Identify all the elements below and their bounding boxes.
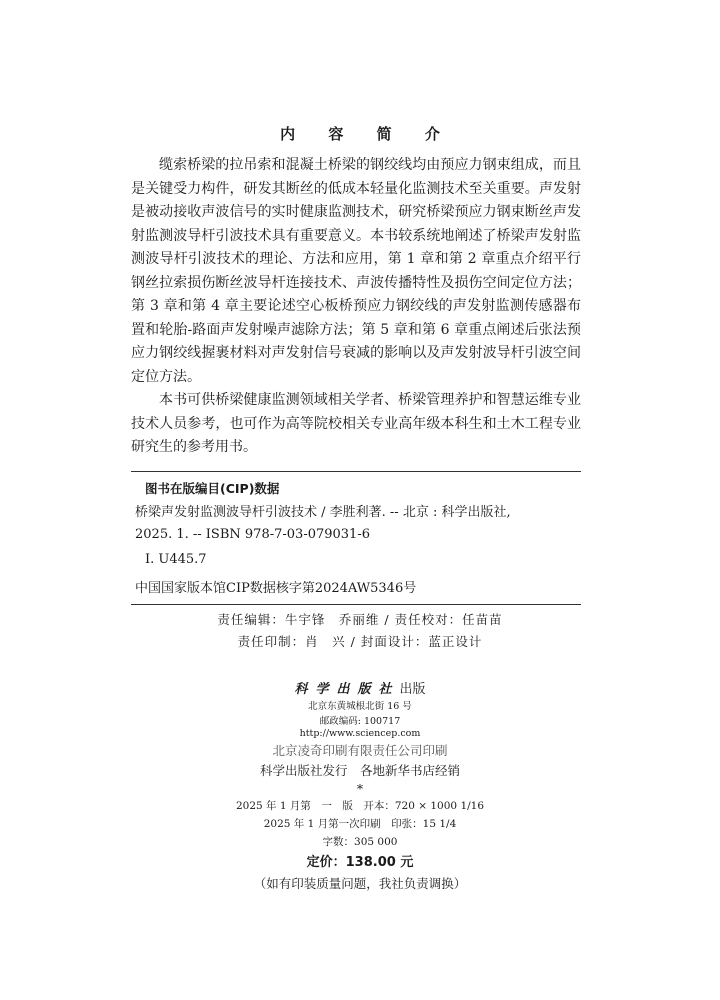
publisher-logo: 科学出版社 <box>294 682 400 697</box>
printer-line: 北京凌奇印刷有限责任公司印刷 <box>272 743 448 758</box>
quality-note: （如有印装质量问题，我社负责调换） <box>253 876 467 891</box>
summary-paragraph-2: 本书可供桥梁健康监测领域相关学者、桥梁管理养护和智慧运维专业技术人员参考，也可作为高等院校相关专业高年级本科生和土木工程专业研究生的参考用书。 <box>131 392 581 455</box>
publisher-website: http://www.sciencep.com <box>299 728 421 739</box>
editors-line-2: 责任印制：肖 兴 / 封面设计：蓝正设计 <box>237 634 483 649</box>
price: 定价：138.00 元 <box>306 855 414 870</box>
publisher-postcode: 邮政编码: 100717 <box>319 716 401 727</box>
summary-paragraph-1: 缆索桥梁的拉吊索和混凝土桥梁的钢绞线均由预应力钢束组成，而且是关键受力构件，研发其断丝的低成本轻量化监测技术至关重要。声发射是被动接收声波信号的实时健康监测技术，研究桥梁预应力钢束断丝声发射监测波导杆引波技术具有重要意义。本书较系统地阐述了桥梁声发射监测波导杆引波技术的理论、方法和应用，第 1 章和第 2 章重点介绍平行钢丝拉索损伤断丝波导杆连接技术、声波传播特性及损伤空间定位方法；第 3 章和第 4 章主要论述空心板桥预应力钢绞线的声发射监测传感器布置和轮胎-路面声发射噪声滤除方法；第 5 章和第 6 章重点阐述后张法预应力钢绞线握裹材料对声发射信号衰减的影响以及声发射波导杆引波空间定位方法。 <box>131 157 581 385</box>
separator-star: * <box>356 781 364 796</box>
publisher-suffix: 出版 <box>399 682 426 697</box>
distribution-line: 科学出版社发行 各地新华书店经销 <box>259 763 460 778</box>
cip-line-2: 2025. 1. -- ISBN 978-7-03-079031-6 <box>135 527 370 542</box>
summary-body <box>131 154 581 460</box>
word-count: 字数：305 000 <box>322 836 398 848</box>
printing-line: 2025 年 1 月第一次印刷 印张：15 1/4 <box>263 818 457 830</box>
summary-title: 内 容 简 介 <box>280 125 454 143</box>
editors-line-1: 责任编辑：牛宇锋 乔丽维 / 责任校对：任苗苗 <box>217 612 503 627</box>
publisher-name <box>0 678 720 697</box>
publisher-address: 北京东黄城根北街 16 号 <box>308 701 412 712</box>
cip-block <box>131 471 581 605</box>
cip-record-number: 中国国家版本馆CIP数据核字第2024AW5346号 <box>135 581 417 596</box>
cip-heading: 图书在版编目(CIP)数据 <box>145 481 280 496</box>
cip-line-1: 桥梁声发射监测波导杆引波技术 / 李胜利著. -- 北京 : 科学出版社, <box>135 505 511 520</box>
edition-line: 2025 年 1 月第 一 版 开本：720 × 1000 1/16 <box>235 800 485 812</box>
cip-classification: Ⅰ. U445.7 <box>145 552 207 567</box>
